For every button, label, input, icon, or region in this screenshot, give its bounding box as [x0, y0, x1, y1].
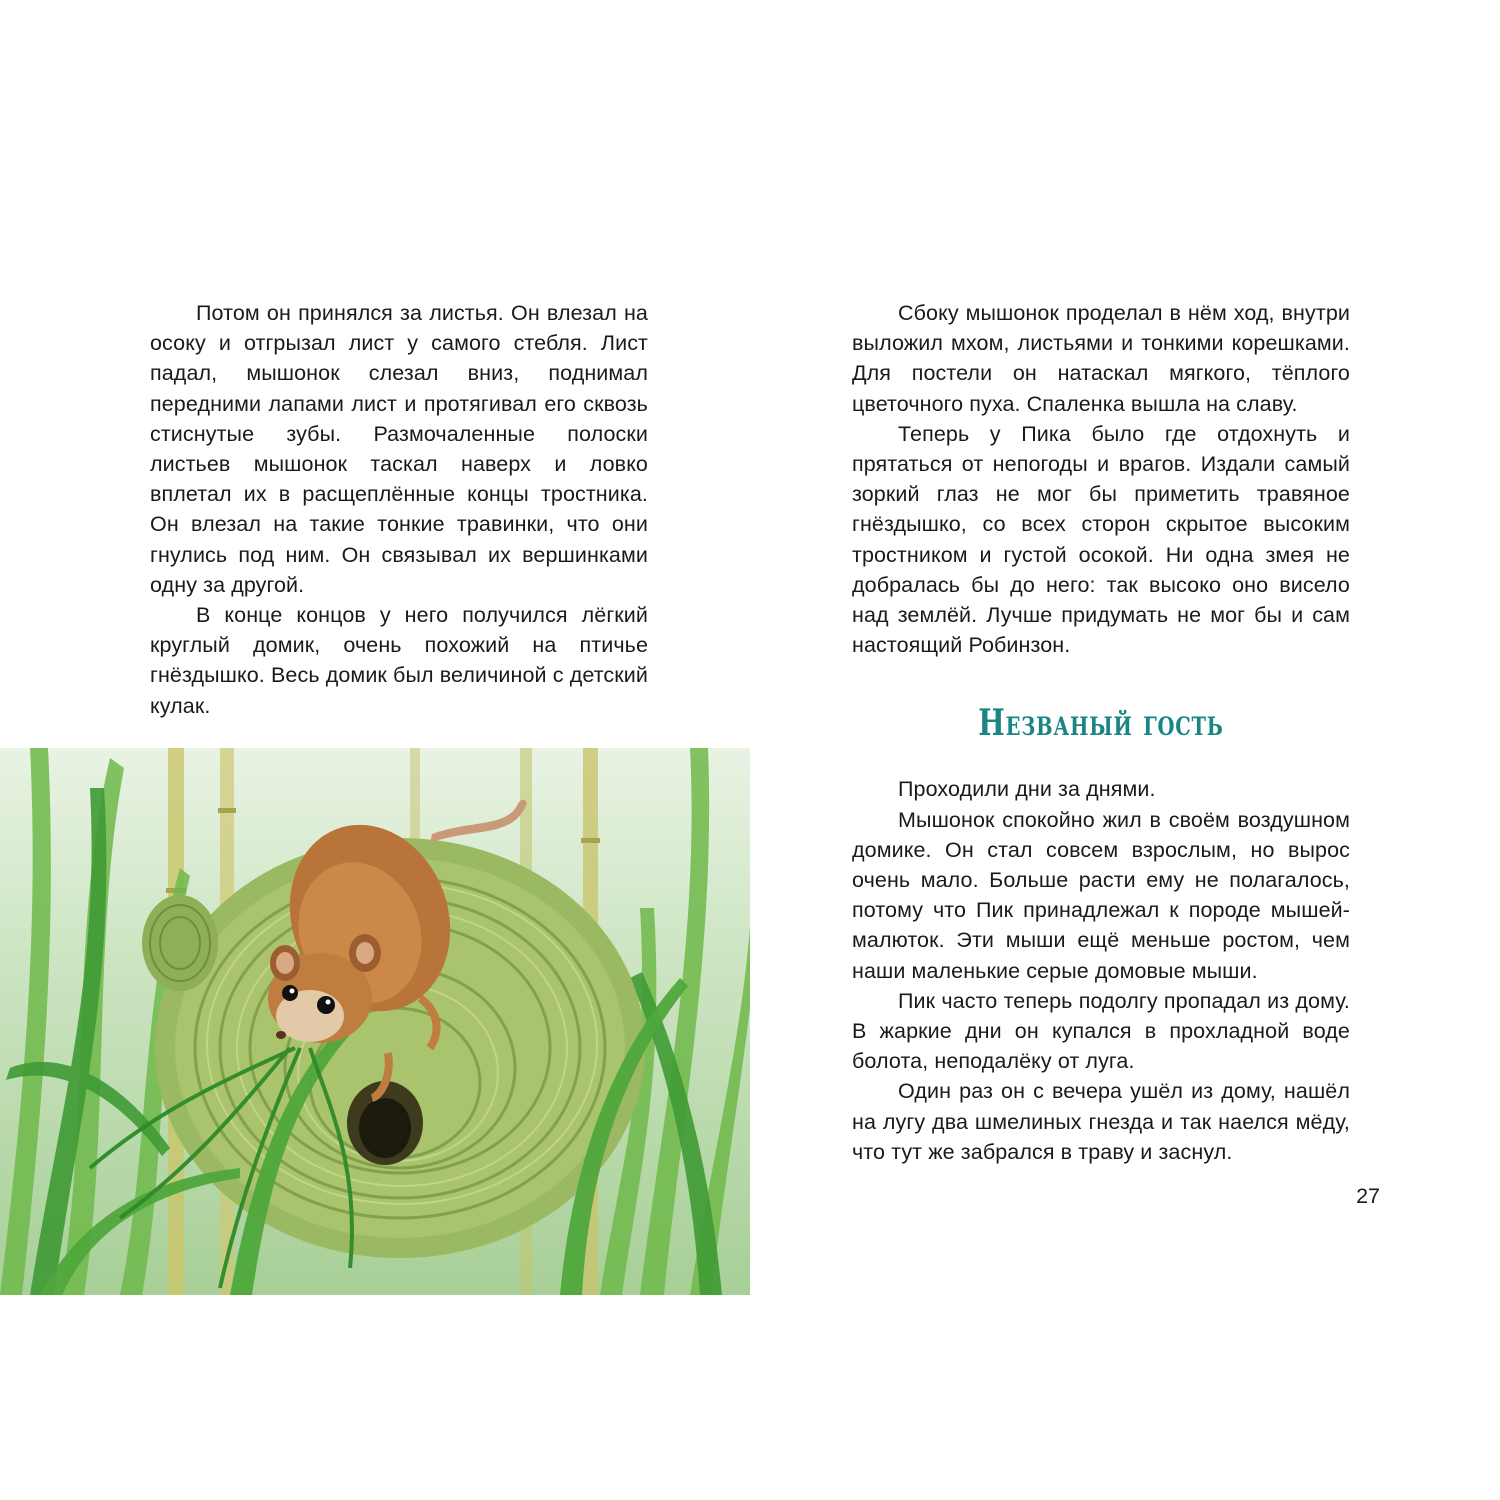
paragraph: Пик часто теперь подолгу пропадал из дому. В жаркие дни он купался в прохладной воде болота, неподалёку от луга. [852, 988, 1350, 1074]
paragraph: Проходили дни за днями. [898, 777, 1156, 802]
illustration-mouse-nest [0, 748, 750, 1295]
paragraph: Один раз он с вечера ушёл из дому, нашёл на лугу два шмелиных гнезда и так наелся мёду, что тут же забрался в траву и заснул. [852, 1079, 1350, 1164]
paragraph: Мышонок спокойно жил в своём воздушном домике. Он стал совсем взрослым, но вырос очень мало. Больше расти ему не полагалось, потому что Пик принадлежал к породе мышей-малюток. Эти мыши ещё меньше ростом, чем наши маленькие серые домовые мыши. [852, 807, 1350, 983]
paragraph: Теперь у Пика было где отдохнуть и прятаться от непогоды и врагов. Издали самый зоркий глаз не мог бы приметить травяное гнёздышко, со всех сторон скрытое высоким тростником и густой осокой. Ни одна змея не добралась бы до него: так высоко оно висело над землёй. Лучше придумать не мог бы и сам настоящий Робинзон. [852, 421, 1350, 658]
paragraph: Сбоку мышонок проделал в нём ход, внутри выложил мхом, листьями и тонкими корешками. Для постели он натаскал мягкого, тёплого цветочного пуха. Спаленка вышла на славу. [852, 301, 1350, 416]
left-column [150, 298, 648, 721]
paragraph: В конце концов у него получился лёгкий круглый домик, очень похожий на птичье гнёздышко. Весь домик был величиной с детский кулак. [150, 603, 648, 718]
paragraph: Потом он принялся за листья. Он влезал на осоку и отгрызал лист у самого стебля. Лист падал, мышонок слезал вниз, поднимал передними лапами лист и протягивал его сквозь стиснутые зубы. Размочаленные полоски листьев мышонок таскал наверх и ловко вплетал их в расщеплённые концы тростника. Он влезал на такие тонкие травинки, что они гнулись под ним. Он связывал их вершинками одну за другой. [150, 301, 648, 597]
right-column [852, 298, 1350, 1167]
chapter-title: Незваный гость [978, 702, 1224, 745]
page-number: 27 [1356, 1184, 1380, 1208]
